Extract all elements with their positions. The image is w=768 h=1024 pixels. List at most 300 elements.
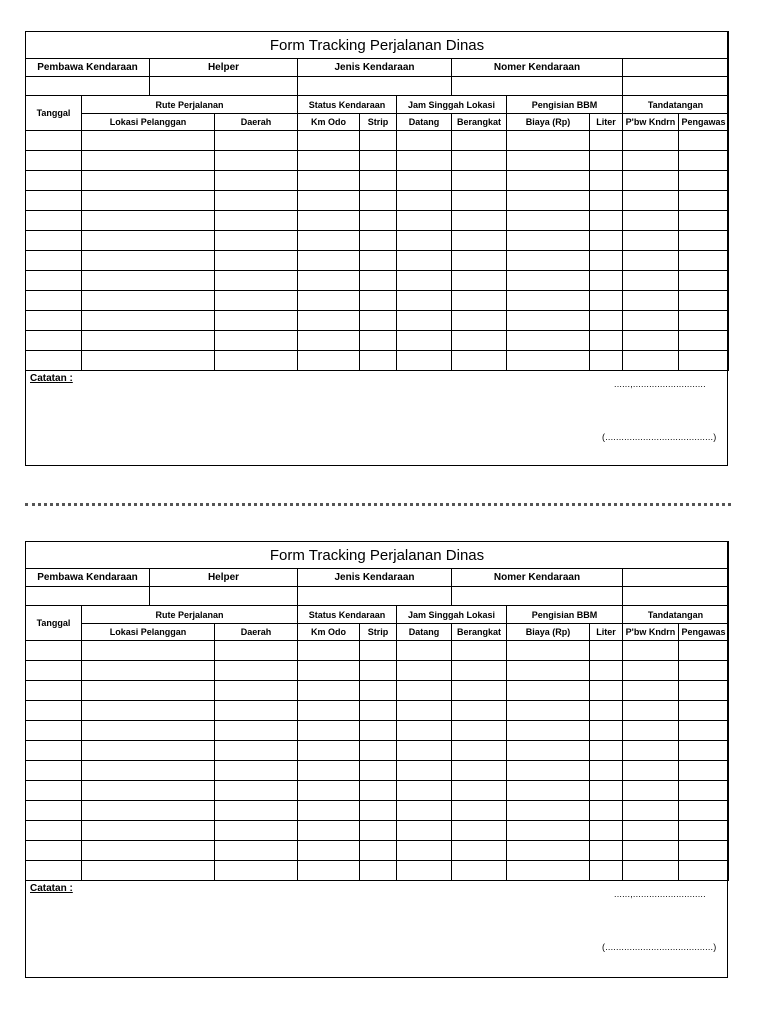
entry-cell[interactable] xyxy=(590,761,623,781)
table-row xyxy=(26,351,729,371)
entry-cell[interactable] xyxy=(298,351,360,371)
entry-cell[interactable] xyxy=(360,761,397,781)
entry-cell[interactable] xyxy=(452,641,507,661)
entry-cell[interactable] xyxy=(26,721,82,741)
entry-cell[interactable] xyxy=(452,211,507,231)
pembawa-input[interactable] xyxy=(26,587,150,606)
entry-cell[interactable] xyxy=(82,801,215,821)
entry-cell[interactable] xyxy=(215,311,298,331)
entry-cell[interactable] xyxy=(397,701,452,721)
entry-cell[interactable] xyxy=(26,291,82,311)
entry-cell[interactable] xyxy=(298,171,360,191)
entry-cell[interactable] xyxy=(452,661,507,681)
entry-cell[interactable] xyxy=(298,131,360,151)
entry-cell[interactable] xyxy=(623,781,679,801)
entry-cell[interactable] xyxy=(623,231,679,251)
entry-cell[interactable] xyxy=(507,841,590,861)
entry-cell[interactable] xyxy=(26,171,82,191)
entry-cell[interactable] xyxy=(507,741,590,761)
entry-cell[interactable] xyxy=(623,821,679,841)
col-pengawas: Pengawas xyxy=(679,624,729,641)
nomer-input[interactable] xyxy=(452,587,623,606)
entry-cell[interactable] xyxy=(452,781,507,801)
header-blank xyxy=(623,569,729,587)
entry-cell[interactable] xyxy=(590,331,623,351)
entry-cell[interactable] xyxy=(679,681,729,701)
entry-cell[interactable] xyxy=(679,781,729,801)
entry-cell[interactable] xyxy=(623,801,679,821)
entry-cell[interactable] xyxy=(623,311,679,331)
entry-cell[interactable] xyxy=(507,291,590,311)
entry-cell[interactable] xyxy=(452,251,507,271)
entry-cell[interactable] xyxy=(452,741,507,761)
entry-cell[interactable] xyxy=(215,741,298,761)
entry-cell[interactable] xyxy=(397,641,452,661)
entry-cell[interactable] xyxy=(82,821,215,841)
entry-cell[interactable] xyxy=(360,801,397,821)
entry-cell[interactable] xyxy=(360,841,397,861)
entry-cell[interactable] xyxy=(360,701,397,721)
entry-cell[interactable] xyxy=(452,151,507,171)
entry-cell[interactable] xyxy=(360,251,397,271)
extra-input[interactable] xyxy=(623,77,729,96)
entry-cell[interactable] xyxy=(26,331,82,351)
entry-cell[interactable] xyxy=(26,231,82,251)
entry-cell[interactable] xyxy=(507,701,590,721)
entry-cell[interactable] xyxy=(298,861,360,881)
entry-cell[interactable] xyxy=(215,841,298,861)
entry-cell[interactable] xyxy=(623,251,679,271)
table-row xyxy=(26,331,729,351)
col-pengawas: Pengawas xyxy=(679,114,729,131)
entry-cell[interactable] xyxy=(82,641,215,661)
entry-cell[interactable] xyxy=(507,211,590,231)
entry-cell[interactable] xyxy=(623,171,679,191)
entry-cell[interactable] xyxy=(452,191,507,211)
col-tanda: Tandatangan xyxy=(623,606,729,624)
entry-cell[interactable] xyxy=(397,821,452,841)
entry-cell[interactable] xyxy=(590,721,623,741)
entry-cell[interactable] xyxy=(298,681,360,701)
jenis-input[interactable] xyxy=(298,587,452,606)
entry-cell[interactable] xyxy=(590,211,623,231)
entry-cell[interactable] xyxy=(623,841,679,861)
entry-cell[interactable] xyxy=(507,801,590,821)
date-placeholder: ......,........................... xyxy=(614,889,706,899)
entry-cell[interactable] xyxy=(215,211,298,231)
entry-cell[interactable] xyxy=(623,681,679,701)
entry-cell[interactable] xyxy=(590,351,623,371)
entry-cell[interactable] xyxy=(590,741,623,761)
entry-cell[interactable] xyxy=(298,741,360,761)
entry-cell[interactable] xyxy=(397,171,452,191)
entry-cell[interactable] xyxy=(215,251,298,271)
entry-cell[interactable] xyxy=(397,721,452,741)
entry-cell[interactable] xyxy=(623,761,679,781)
entry-cell[interactable] xyxy=(82,231,215,251)
entry-cell[interactable] xyxy=(623,331,679,351)
entry-cell[interactable] xyxy=(679,701,729,721)
catatan-area[interactable] xyxy=(26,881,727,957)
entry-cell[interactable] xyxy=(26,761,82,781)
entry-cell[interactable] xyxy=(82,171,215,191)
entry-cell[interactable] xyxy=(679,191,729,211)
entry-cell[interactable] xyxy=(82,841,215,861)
entry-cell[interactable] xyxy=(298,841,360,861)
entry-cell[interactable] xyxy=(679,351,729,371)
entry-cell[interactable] xyxy=(82,131,215,151)
entry-cell[interactable] xyxy=(507,721,590,741)
table-row xyxy=(26,191,729,211)
entry-cell[interactable] xyxy=(298,191,360,211)
catatan-area[interactable] xyxy=(26,371,727,447)
entry-cell[interactable] xyxy=(26,211,82,231)
entry-cell[interactable] xyxy=(623,131,679,151)
entry-cell[interactable] xyxy=(679,131,729,151)
entry-cell[interactable] xyxy=(397,151,452,171)
jenis-input[interactable] xyxy=(298,77,452,96)
entry-cell[interactable] xyxy=(679,331,729,351)
entry-cell[interactable] xyxy=(298,641,360,661)
entry-cell[interactable] xyxy=(397,351,452,371)
col-bbm: Pengisian BBM xyxy=(507,96,623,114)
entry-cell[interactable] xyxy=(397,291,452,311)
entry-cell[interactable] xyxy=(360,721,397,741)
entry-cell[interactable] xyxy=(679,841,729,861)
entry-cell[interactable] xyxy=(82,741,215,761)
entry-cell[interactable] xyxy=(679,861,729,881)
entry-cell[interactable] xyxy=(298,821,360,841)
entry-cell[interactable] xyxy=(590,291,623,311)
entry-cell[interactable] xyxy=(298,331,360,351)
extra-input[interactable] xyxy=(623,587,729,606)
entry-cell[interactable] xyxy=(507,311,590,331)
entry-cell[interactable] xyxy=(623,741,679,761)
entry-cell[interactable] xyxy=(26,151,82,171)
entry-cell[interactable] xyxy=(82,331,215,351)
entry-cell[interactable] xyxy=(507,331,590,351)
col-tanggal: Tanggal xyxy=(26,606,82,641)
table-row xyxy=(26,131,729,151)
entry-cell[interactable] xyxy=(623,661,679,681)
entry-cell[interactable] xyxy=(215,231,298,251)
entry-cell[interactable] xyxy=(590,821,623,841)
entry-cell[interactable] xyxy=(452,351,507,371)
entry-cell[interactable] xyxy=(623,861,679,881)
entry-cell[interactable] xyxy=(590,681,623,701)
entry-cell[interactable] xyxy=(397,841,452,861)
entry-cell[interactable] xyxy=(215,801,298,821)
entry-cell[interactable] xyxy=(26,861,82,881)
entry-cell[interactable] xyxy=(507,351,590,371)
entry-cell[interactable] xyxy=(623,211,679,231)
entry-cell[interactable] xyxy=(397,741,452,761)
entry-cell[interactable] xyxy=(623,291,679,311)
entry-cell[interactable] xyxy=(507,251,590,271)
entry-cell[interactable] xyxy=(298,761,360,781)
entry-cell[interactable] xyxy=(26,781,82,801)
entry-cell[interactable] xyxy=(452,681,507,701)
entry-cell[interactable] xyxy=(397,761,452,781)
entry-cell[interactable] xyxy=(507,231,590,251)
entry-cell[interactable] xyxy=(298,661,360,681)
entry-cell[interactable] xyxy=(507,641,590,661)
entry-cell[interactable] xyxy=(298,251,360,271)
entry-cell[interactable] xyxy=(397,781,452,801)
entry-cell[interactable] xyxy=(590,231,623,251)
entry-cell[interactable] xyxy=(452,231,507,251)
entry-cell[interactable] xyxy=(679,311,729,331)
entry-cell[interactable] xyxy=(215,721,298,741)
entry-cell[interactable] xyxy=(82,701,215,721)
entry-cell[interactable] xyxy=(26,801,82,821)
entry-cell[interactable] xyxy=(298,291,360,311)
helper-input[interactable] xyxy=(150,587,298,606)
entry-cell[interactable] xyxy=(360,191,397,211)
entry-cell[interactable] xyxy=(452,801,507,821)
entry-cell[interactable] xyxy=(215,331,298,351)
entry-cell[interactable] xyxy=(82,351,215,371)
entry-cell[interactable] xyxy=(452,721,507,741)
entry-cell[interactable] xyxy=(82,661,215,681)
entry-cell[interactable] xyxy=(82,311,215,331)
entry-cell[interactable] xyxy=(360,211,397,231)
entry-cell[interactable] xyxy=(397,801,452,821)
entry-cell[interactable] xyxy=(397,251,452,271)
entry-cell[interactable] xyxy=(679,821,729,841)
entry-cell[interactable] xyxy=(679,741,729,761)
entry-cell[interactable] xyxy=(452,761,507,781)
entry-cell[interactable] xyxy=(215,861,298,881)
data-rows xyxy=(26,131,729,371)
entry-cell[interactable] xyxy=(360,741,397,761)
entry-cell[interactable] xyxy=(507,821,590,841)
col-strip: Strip xyxy=(360,624,397,641)
entry-cell[interactable] xyxy=(360,681,397,701)
entry-cell[interactable] xyxy=(26,251,82,271)
table-row xyxy=(26,801,729,821)
entry-cell[interactable] xyxy=(590,251,623,271)
entry-cell[interactable] xyxy=(679,661,729,681)
entry-cell[interactable] xyxy=(590,191,623,211)
entry-cell[interactable] xyxy=(215,761,298,781)
entry-cell[interactable] xyxy=(298,721,360,741)
entry-cell[interactable] xyxy=(298,271,360,291)
entry-cell[interactable] xyxy=(679,291,729,311)
entry-cell[interactable] xyxy=(679,211,729,231)
header-jenis: Jenis Kendaraan xyxy=(298,569,452,587)
entry-cell[interactable] xyxy=(679,271,729,291)
entry-cell[interactable] xyxy=(26,271,82,291)
entry-cell[interactable] xyxy=(590,841,623,861)
entry-cell[interactable] xyxy=(507,661,590,681)
entry-cell[interactable] xyxy=(679,251,729,271)
entry-cell[interactable] xyxy=(26,661,82,681)
entry-cell[interactable] xyxy=(215,821,298,841)
catatan-label: Catatan : xyxy=(30,373,73,384)
entry-cell[interactable] xyxy=(452,701,507,721)
entry-cell[interactable] xyxy=(360,231,397,251)
entry-cell[interactable] xyxy=(507,781,590,801)
entry-cell[interactable] xyxy=(507,131,590,151)
entry-cell[interactable] xyxy=(215,661,298,681)
entry-cell[interactable] xyxy=(360,131,397,151)
entry-cell[interactable] xyxy=(397,681,452,701)
entry-cell[interactable] xyxy=(360,291,397,311)
entry-cell[interactable] xyxy=(360,861,397,881)
entry-cell[interactable] xyxy=(507,681,590,701)
entry-cell[interactable] xyxy=(452,821,507,841)
entry-cell[interactable] xyxy=(298,231,360,251)
entry-cell[interactable] xyxy=(26,701,82,721)
col-daerah: Daerah xyxy=(215,114,298,131)
entry-cell[interactable] xyxy=(26,821,82,841)
entry-cell[interactable] xyxy=(507,151,590,171)
entry-cell[interactable] xyxy=(507,271,590,291)
header-nomer: Nomer Kendaraan xyxy=(452,569,623,587)
entry-cell[interactable] xyxy=(397,661,452,681)
entry-cell[interactable] xyxy=(452,331,507,351)
entry-cell[interactable] xyxy=(26,131,82,151)
entry-cell[interactable] xyxy=(397,271,452,291)
entry-cell[interactable] xyxy=(298,151,360,171)
form-title: Form Tracking Perjalanan Dinas xyxy=(26,542,729,569)
entry-cell[interactable] xyxy=(26,191,82,211)
entry-cell[interactable] xyxy=(623,641,679,661)
entry-cell[interactable] xyxy=(215,681,298,701)
entry-cell[interactable] xyxy=(215,781,298,801)
entry-cell[interactable] xyxy=(623,191,679,211)
entry-cell[interactable] xyxy=(298,211,360,231)
entry-cell[interactable] xyxy=(360,171,397,191)
entry-cell[interactable] xyxy=(215,701,298,721)
entry-cell[interactable] xyxy=(623,151,679,171)
col-tanggal: Tanggal xyxy=(26,96,82,131)
entry-cell[interactable] xyxy=(360,781,397,801)
col-berangkat: Berangkat xyxy=(452,114,507,131)
entry-cell[interactable] xyxy=(82,271,215,291)
entry-cell[interactable] xyxy=(360,351,397,371)
entry-cell[interactable] xyxy=(298,311,360,331)
entry-cell[interactable] xyxy=(397,861,452,881)
entry-cell[interactable] xyxy=(360,271,397,291)
entry-cell[interactable] xyxy=(679,801,729,821)
entry-cell[interactable] xyxy=(397,211,452,231)
entry-cell[interactable] xyxy=(507,761,590,781)
entry-cell[interactable] xyxy=(82,761,215,781)
entry-cell[interactable] xyxy=(82,291,215,311)
entry-cell[interactable] xyxy=(215,151,298,171)
entry-cell[interactable] xyxy=(298,781,360,801)
col-biaya: Biaya (Rp) xyxy=(507,114,590,131)
entry-cell[interactable] xyxy=(82,151,215,171)
entry-cell[interactable] xyxy=(623,721,679,741)
entry-cell[interactable] xyxy=(397,131,452,151)
entry-cell[interactable] xyxy=(679,641,729,661)
entry-cell[interactable] xyxy=(26,681,82,701)
entry-cell[interactable] xyxy=(679,761,729,781)
entry-cell[interactable] xyxy=(679,721,729,741)
entry-cell[interactable] xyxy=(452,311,507,331)
entry-cell[interactable] xyxy=(623,271,679,291)
entry-cell[interactable] xyxy=(360,151,397,171)
entry-cell[interactable] xyxy=(679,151,729,171)
pembawa-input[interactable] xyxy=(26,77,150,96)
entry-cell[interactable] xyxy=(298,701,360,721)
entry-cell[interactable] xyxy=(82,681,215,701)
header-blank xyxy=(623,59,729,77)
entry-cell[interactable] xyxy=(397,191,452,211)
entry-cell[interactable] xyxy=(452,271,507,291)
entry-cell[interactable] xyxy=(82,191,215,211)
entry-cell[interactable] xyxy=(590,661,623,681)
entry-cell[interactable] xyxy=(82,861,215,881)
entry-cell[interactable] xyxy=(215,171,298,191)
entry-cell[interactable] xyxy=(590,131,623,151)
entry-cell[interactable] xyxy=(360,311,397,331)
entry-cell[interactable] xyxy=(82,211,215,231)
entry-cell[interactable] xyxy=(590,641,623,661)
entry-cell[interactable] xyxy=(507,861,590,881)
entry-cell[interactable] xyxy=(590,311,623,331)
entry-cell[interactable] xyxy=(26,641,82,661)
entry-cell[interactable] xyxy=(397,231,452,251)
entry-cell[interactable] xyxy=(215,271,298,291)
entry-cell[interactable] xyxy=(452,131,507,151)
entry-cell[interactable] xyxy=(26,311,82,331)
entry-cell[interactable] xyxy=(215,191,298,211)
entry-cell[interactable] xyxy=(623,351,679,371)
entry-cell[interactable] xyxy=(452,291,507,311)
entry-cell[interactable] xyxy=(360,821,397,841)
entry-cell[interactable] xyxy=(507,171,590,191)
entry-cell[interactable] xyxy=(360,661,397,681)
entry-cell[interactable] xyxy=(82,781,215,801)
entry-cell[interactable] xyxy=(452,861,507,881)
entry-cell[interactable] xyxy=(215,291,298,311)
entry-cell[interactable] xyxy=(679,231,729,251)
entry-cell[interactable] xyxy=(26,841,82,861)
entry-cell[interactable] xyxy=(26,351,82,371)
entry-cell[interactable] xyxy=(215,131,298,151)
data-rows xyxy=(26,641,729,881)
entry-cell[interactable] xyxy=(82,251,215,271)
entry-cell[interactable] xyxy=(215,641,298,661)
entry-cell[interactable] xyxy=(590,701,623,721)
entry-cell[interactable] xyxy=(590,781,623,801)
entry-cell[interactable] xyxy=(590,801,623,821)
entry-cell[interactable] xyxy=(298,801,360,821)
entry-cell[interactable] xyxy=(590,271,623,291)
entry-cell[interactable] xyxy=(590,151,623,171)
entry-cell[interactable] xyxy=(623,701,679,721)
entry-cell[interactable] xyxy=(452,171,507,191)
entry-cell[interactable] xyxy=(679,171,729,191)
entry-cell[interactable] xyxy=(397,331,452,351)
entry-cell[interactable] xyxy=(397,311,452,331)
entry-cell[interactable] xyxy=(215,351,298,371)
entry-cell[interactable] xyxy=(360,641,397,661)
entry-cell[interactable] xyxy=(590,171,623,191)
entry-cell[interactable] xyxy=(82,721,215,741)
helper-input[interactable] xyxy=(150,77,298,96)
nomer-input[interactable] xyxy=(452,77,623,96)
entry-cell[interactable] xyxy=(452,841,507,861)
entry-cell[interactable] xyxy=(590,861,623,881)
entry-cell[interactable] xyxy=(26,741,82,761)
entry-cell[interactable] xyxy=(507,191,590,211)
entry-cell[interactable] xyxy=(360,331,397,351)
